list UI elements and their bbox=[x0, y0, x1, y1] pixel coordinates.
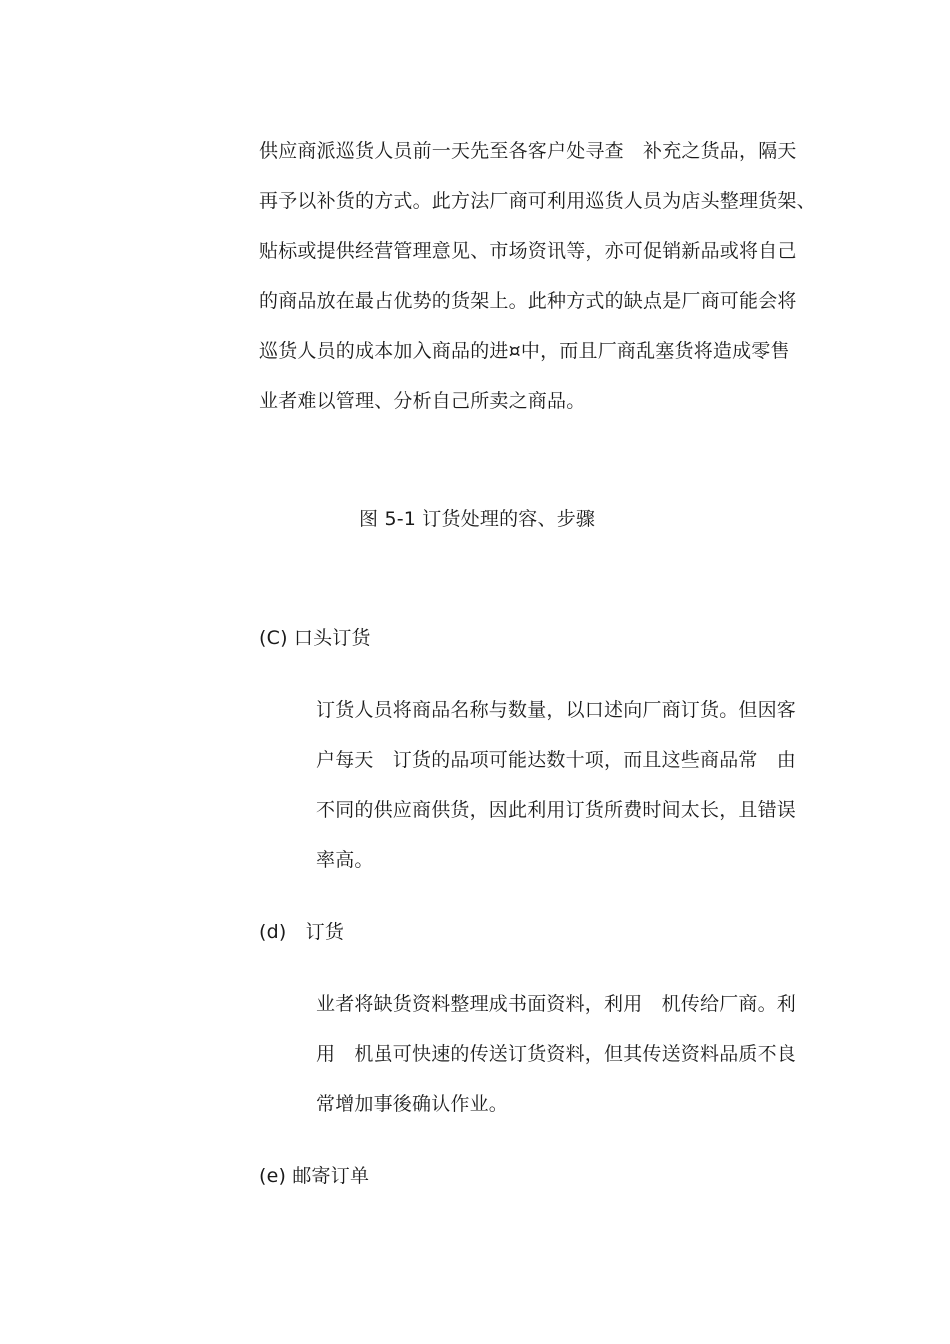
paragraph-line: 户每天 订货的品项可能达数十项，而且这些商品常 由 bbox=[316, 749, 797, 771]
figure-caption: 图 5-1 订货处理的容、步骤 bbox=[359, 508, 596, 530]
paragraph-line: 率高。 bbox=[316, 849, 374, 871]
paragraph-line: 巡货人员的成本加入商品的进¤中，而且厂商乱塞货将造成零售 bbox=[259, 340, 790, 362]
paragraph-line: 订货人员将商品名称与数量，以口述向厂商订货。但因客 bbox=[316, 699, 797, 721]
paragraph-line: 再予以补货的方式。此方法厂商可利用巡货人员为店头整理货架、 bbox=[259, 190, 816, 212]
paragraph-line: 常增加事後确认作业。 bbox=[316, 1093, 509, 1115]
paragraph-line: 业者难以管理、分析自己所卖之商品。 bbox=[259, 390, 586, 412]
paragraph-line: 贴标或提供经营管理意见、市场资讯等，亦可促销新品或将自己 bbox=[259, 240, 797, 262]
section-heading-e: (e) 邮寄订单 bbox=[259, 1165, 370, 1187]
paragraph-line: 供应商派巡货人员前一天先至各客户处寻查 补充之货品，隔天 bbox=[259, 140, 797, 162]
section-heading-c: (C) 口头订货 bbox=[259, 627, 371, 649]
paragraph-line: 的商品放在最占优势的货架上。此种方式的缺点是厂商可能会将 bbox=[259, 290, 797, 312]
paragraph-line: 用 机虽可快速的传送订货资料，但其传送资料品质不良 bbox=[316, 1043, 797, 1065]
section-heading-d: (d) 订货 bbox=[259, 921, 345, 943]
paragraph-line: 业者将缺货资料整理成书面资料，利用 机传给厂商。利 bbox=[316, 993, 797, 1015]
paragraph-line: 不同的供应商供货，因此利用订货所费时间太长，且错误 bbox=[316, 799, 797, 821]
